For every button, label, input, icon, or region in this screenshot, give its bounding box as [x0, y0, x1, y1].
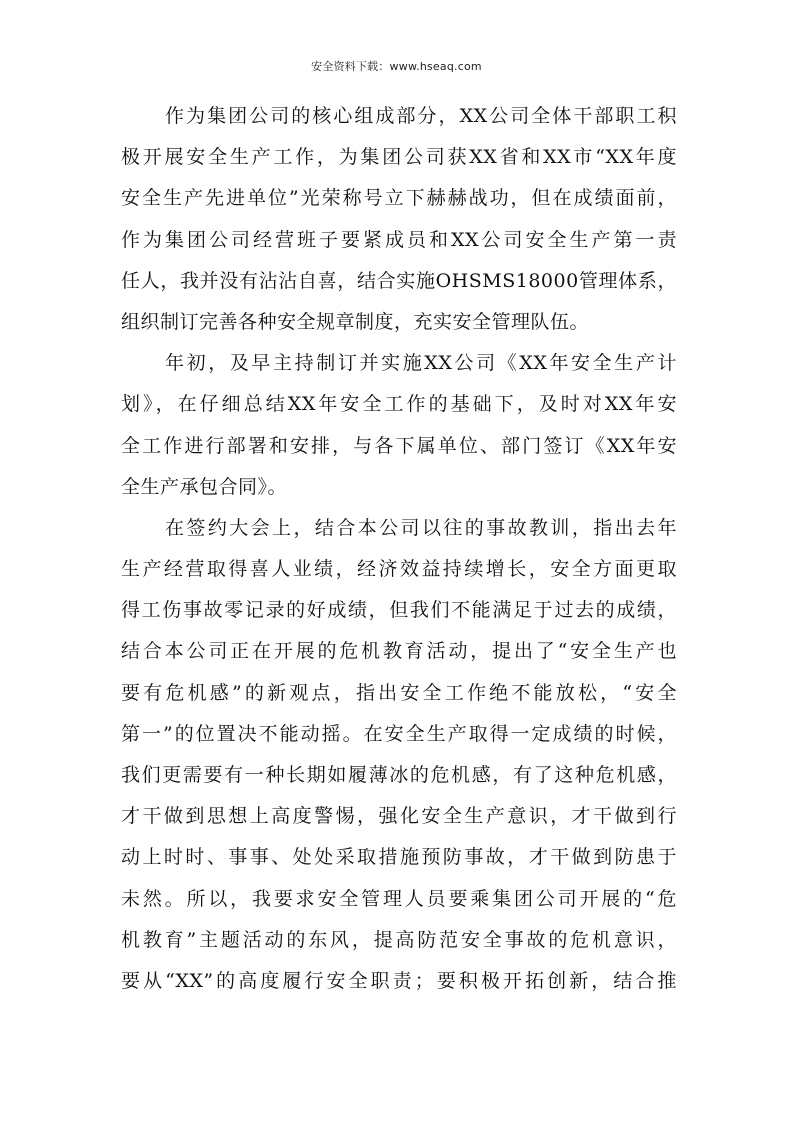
text-line: 任人，我并没有沾沾自喜，结合实施OHSMS18000管理体系， [121, 269, 677, 292]
text-line: 机教育”主题活动的东风，提高防范安全事故的危机意识， [121, 928, 677, 951]
text-line: 组织制订完善各种安全规章制度，充实安全管理队伍。 [121, 310, 590, 333]
text-line: 要有危机感”的新观点，指出安全工作绝不能放松，“安全 [121, 681, 677, 704]
text-line: 要从“XX”的高度履行安全职责；要积极开拓创新，结合推 [121, 969, 677, 992]
text-line: 结合本公司正在开展的危机教育活动，提出了“安全生产也 [121, 640, 677, 663]
text-line: 安全生产先进单位”光荣称号立下赫赫战功，但在成绩面前， [121, 187, 677, 210]
text-line: 作为集团公司经营班子要紧成员和XX公司安全生产第一责 [121, 228, 677, 251]
text-line: 全工作进行部署和安排，与各下属单位、部门签订《XX年安 [121, 434, 677, 457]
paragraph [121, 96, 677, 343]
text-line: 第一”的位置决不能动摇。在安全生产取得一定成绩的时候， [121, 722, 677, 745]
text-line: 年初，及早主持制订并实施XX公司《XX年安全生产计 [165, 352, 677, 375]
paragraph [121, 508, 677, 1002]
text-line: 极开展安全生产工作，为集团公司获XX省和XX市“XX年度 [121, 146, 677, 169]
text-line: 全生产承包合同》。 [121, 475, 288, 498]
text-line: 在签约大会上，结合本公司以往的事故教训，指出去年 [165, 516, 677, 539]
page-header: 安全资料下载：www.hseaq.com [311, 60, 482, 73]
document-body [121, 96, 677, 1002]
text-line: 未然。所以，我要求安全管理人员要乘集团公司开展的“危 [121, 887, 677, 910]
text-line: 划》，在仔细总结XX年安全工作的基础下，及时对XX年安 [121, 393, 677, 416]
text-line: 动上时时、事事、处处采取措施预防事故，才干做到防患于 [121, 846, 677, 869]
paragraph [121, 343, 677, 508]
text-line: 生产经营取得喜人业绩，经济效益持续增长，安全方面更取 [121, 558, 677, 581]
text-line: 我们更需要有一种长期如履薄冰的危机感，有了这种危机感， [121, 764, 677, 786]
text-line: 作为集团公司的核心组成部分，XX公司全体干部职工积 [165, 105, 677, 127]
text-line: 才干做到思想上高度警惕，强化安全生产意识，才干做到行 [121, 805, 677, 828]
text-line: 得工伤事故零记录的好成绩，但我们不能满足于过去的成绩， [121, 599, 677, 622]
